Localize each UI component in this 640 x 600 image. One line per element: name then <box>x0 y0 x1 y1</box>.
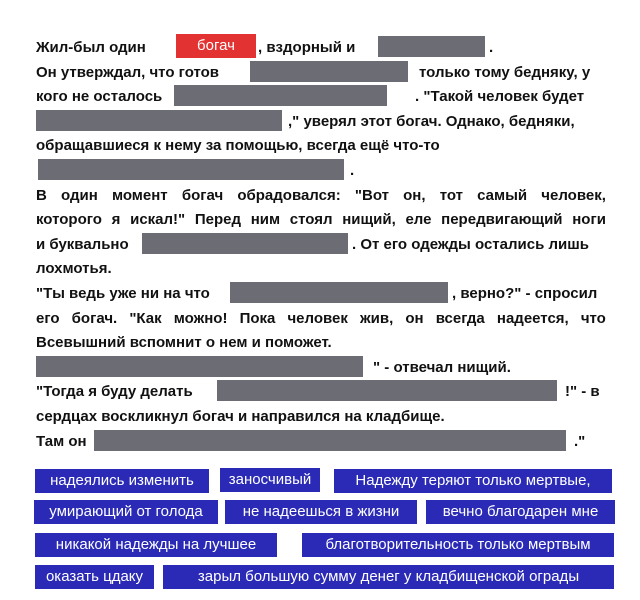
story-text-segment: Пока <box>239 309 276 327</box>
story-text-segment: и буквально <box>36 235 129 253</box>
answer-blank[interactable] <box>230 282 448 303</box>
story-text-segment: , вздорный и <box>258 39 356 56</box>
answer-blank[interactable] <box>36 356 363 377</box>
story-text-segment: нищий, <box>342 211 396 229</box>
story-line <box>36 257 606 282</box>
story-text-segment: только тому бедняку, у <box>419 63 591 81</box>
story-text-segment: его <box>36 309 60 327</box>
story-text-segment: лохмотья. <box>36 260 112 278</box>
story-text-segment: . От его одежды остались лишь <box>352 235 589 253</box>
story-text-segment: Перед <box>194 211 241 229</box>
story-line <box>36 282 606 307</box>
story-text-segment: сердцах воскликнул богач и направился на кладбище. <box>36 407 445 425</box>
story-text-segment: он, <box>403 186 426 204</box>
story-text-segment: Там он <box>36 432 87 450</box>
story-line <box>36 110 606 135</box>
option-chip[interactable]: оказать цдаку <box>35 565 154 589</box>
answer-blank[interactable] <box>217 380 557 401</box>
story-text-segment: " - отвечал нищий. <box>373 358 511 376</box>
answer-blank[interactable] <box>378 36 485 57</box>
story-text-segment: можно! <box>173 309 228 327</box>
story-text-segment: один <box>61 186 98 204</box>
story-line <box>36 134 606 159</box>
story-line <box>36 405 606 430</box>
story-text-segment: самый <box>477 186 528 204</box>
story-line <box>36 380 606 405</box>
story-text-segment: "Ты ведь уже ни на что <box>36 284 210 302</box>
story-text-segment: жив, <box>360 309 394 327</box>
option-chip[interactable]: заносчивый <box>220 468 320 492</box>
answer-blank[interactable] <box>94 430 566 451</box>
answer-blank[interactable] <box>174 85 387 106</box>
story-text-segment: он <box>405 309 424 327</box>
answer-blank[interactable] <box>250 61 408 82</box>
answer-blank[interactable] <box>36 110 282 131</box>
option-chip[interactable]: не надеешься в жизни <box>225 500 417 524</box>
story-line <box>36 307 606 332</box>
option-chip[interactable]: умирающий от голода <box>34 500 218 524</box>
story-text-segment: . <box>350 161 355 179</box>
story-text-segment: Он утверждал, что готов <box>36 63 220 81</box>
story-text-segment: "Вот <box>354 186 389 204</box>
story-text-segment: В <box>36 186 47 204</box>
story-text-segment: "Тогда я буду делать <box>36 383 193 401</box>
story-text-segment: ," уверял этот богач. Однако, бедняки, <box>288 112 575 130</box>
story-text-segment: кого не осталось <box>36 88 163 106</box>
story-text <box>36 36 606 454</box>
story-text-segment: , верно?" - спросил <box>452 284 598 302</box>
story-text-segment: . "Такой человек будет <box>415 88 585 106</box>
answer-blank[interactable] <box>142 233 348 254</box>
story-text-segment: стоял <box>289 211 333 229</box>
story-text-segment: богач. <box>71 309 118 327</box>
story-line <box>36 61 606 86</box>
story-text-segment: человек, <box>541 186 606 204</box>
story-line <box>36 233 606 258</box>
story-text-segment: надеется, <box>496 309 569 327</box>
story-text-segment: человек <box>287 309 348 327</box>
story-line <box>36 85 606 110</box>
answer-blank[interactable] <box>38 159 344 180</box>
option-chip[interactable]: надеялись изменить <box>35 469 209 493</box>
filled-blank[interactable]: богач <box>176 34 256 58</box>
story-text-segment: передвигающий <box>441 211 563 229</box>
story-line <box>36 430 606 455</box>
story-text-segment: ним <box>250 211 281 229</box>
story-text-segment: богач <box>181 186 224 204</box>
story-text-segment: искал!" <box>130 211 186 229</box>
story-text-segment: которого <box>36 211 102 229</box>
story-text-segment: Жил-был один <box>36 39 146 56</box>
story-line <box>36 36 606 61</box>
story-text-segment: ." <box>574 432 586 450</box>
story-text-segment: всегда <box>435 309 485 327</box>
story-line <box>36 208 606 233</box>
story-text-segment: момент <box>111 186 168 204</box>
option-chip[interactable]: благотворительность только мертвым <box>302 533 614 557</box>
story-text-segment: !" - в <box>565 383 600 401</box>
option-chip[interactable]: вечно благодарен мне <box>426 500 615 524</box>
story-line <box>36 356 606 381</box>
story-text-segment: что <box>580 309 606 327</box>
option-chip[interactable]: Надежду теряют только мертвые, <box>334 469 612 493</box>
story-text-segment: "Как <box>129 309 162 327</box>
story-text-segment: . <box>489 39 494 56</box>
story-line <box>36 184 606 209</box>
story-text-segment: обрадовался: <box>237 186 341 204</box>
option-chip[interactable]: зарыл большую сумму денег у кладбищенской ограды <box>163 565 614 589</box>
option-chip[interactable]: никакой надежды на лучшее <box>35 533 277 557</box>
story-text-segment: обращавшиеся к нему за помощью, всегда ещё что-то <box>36 137 440 155</box>
story-text-segment: я <box>111 211 121 229</box>
story-text-segment: тот <box>439 186 463 204</box>
story-text-segment: Всевышний вспомнит о нем и поможет. <box>36 334 332 352</box>
story-line <box>36 331 606 356</box>
story-line <box>36 159 606 184</box>
story-text-segment: ноги <box>572 211 606 229</box>
story-text-segment: еле <box>405 211 432 229</box>
